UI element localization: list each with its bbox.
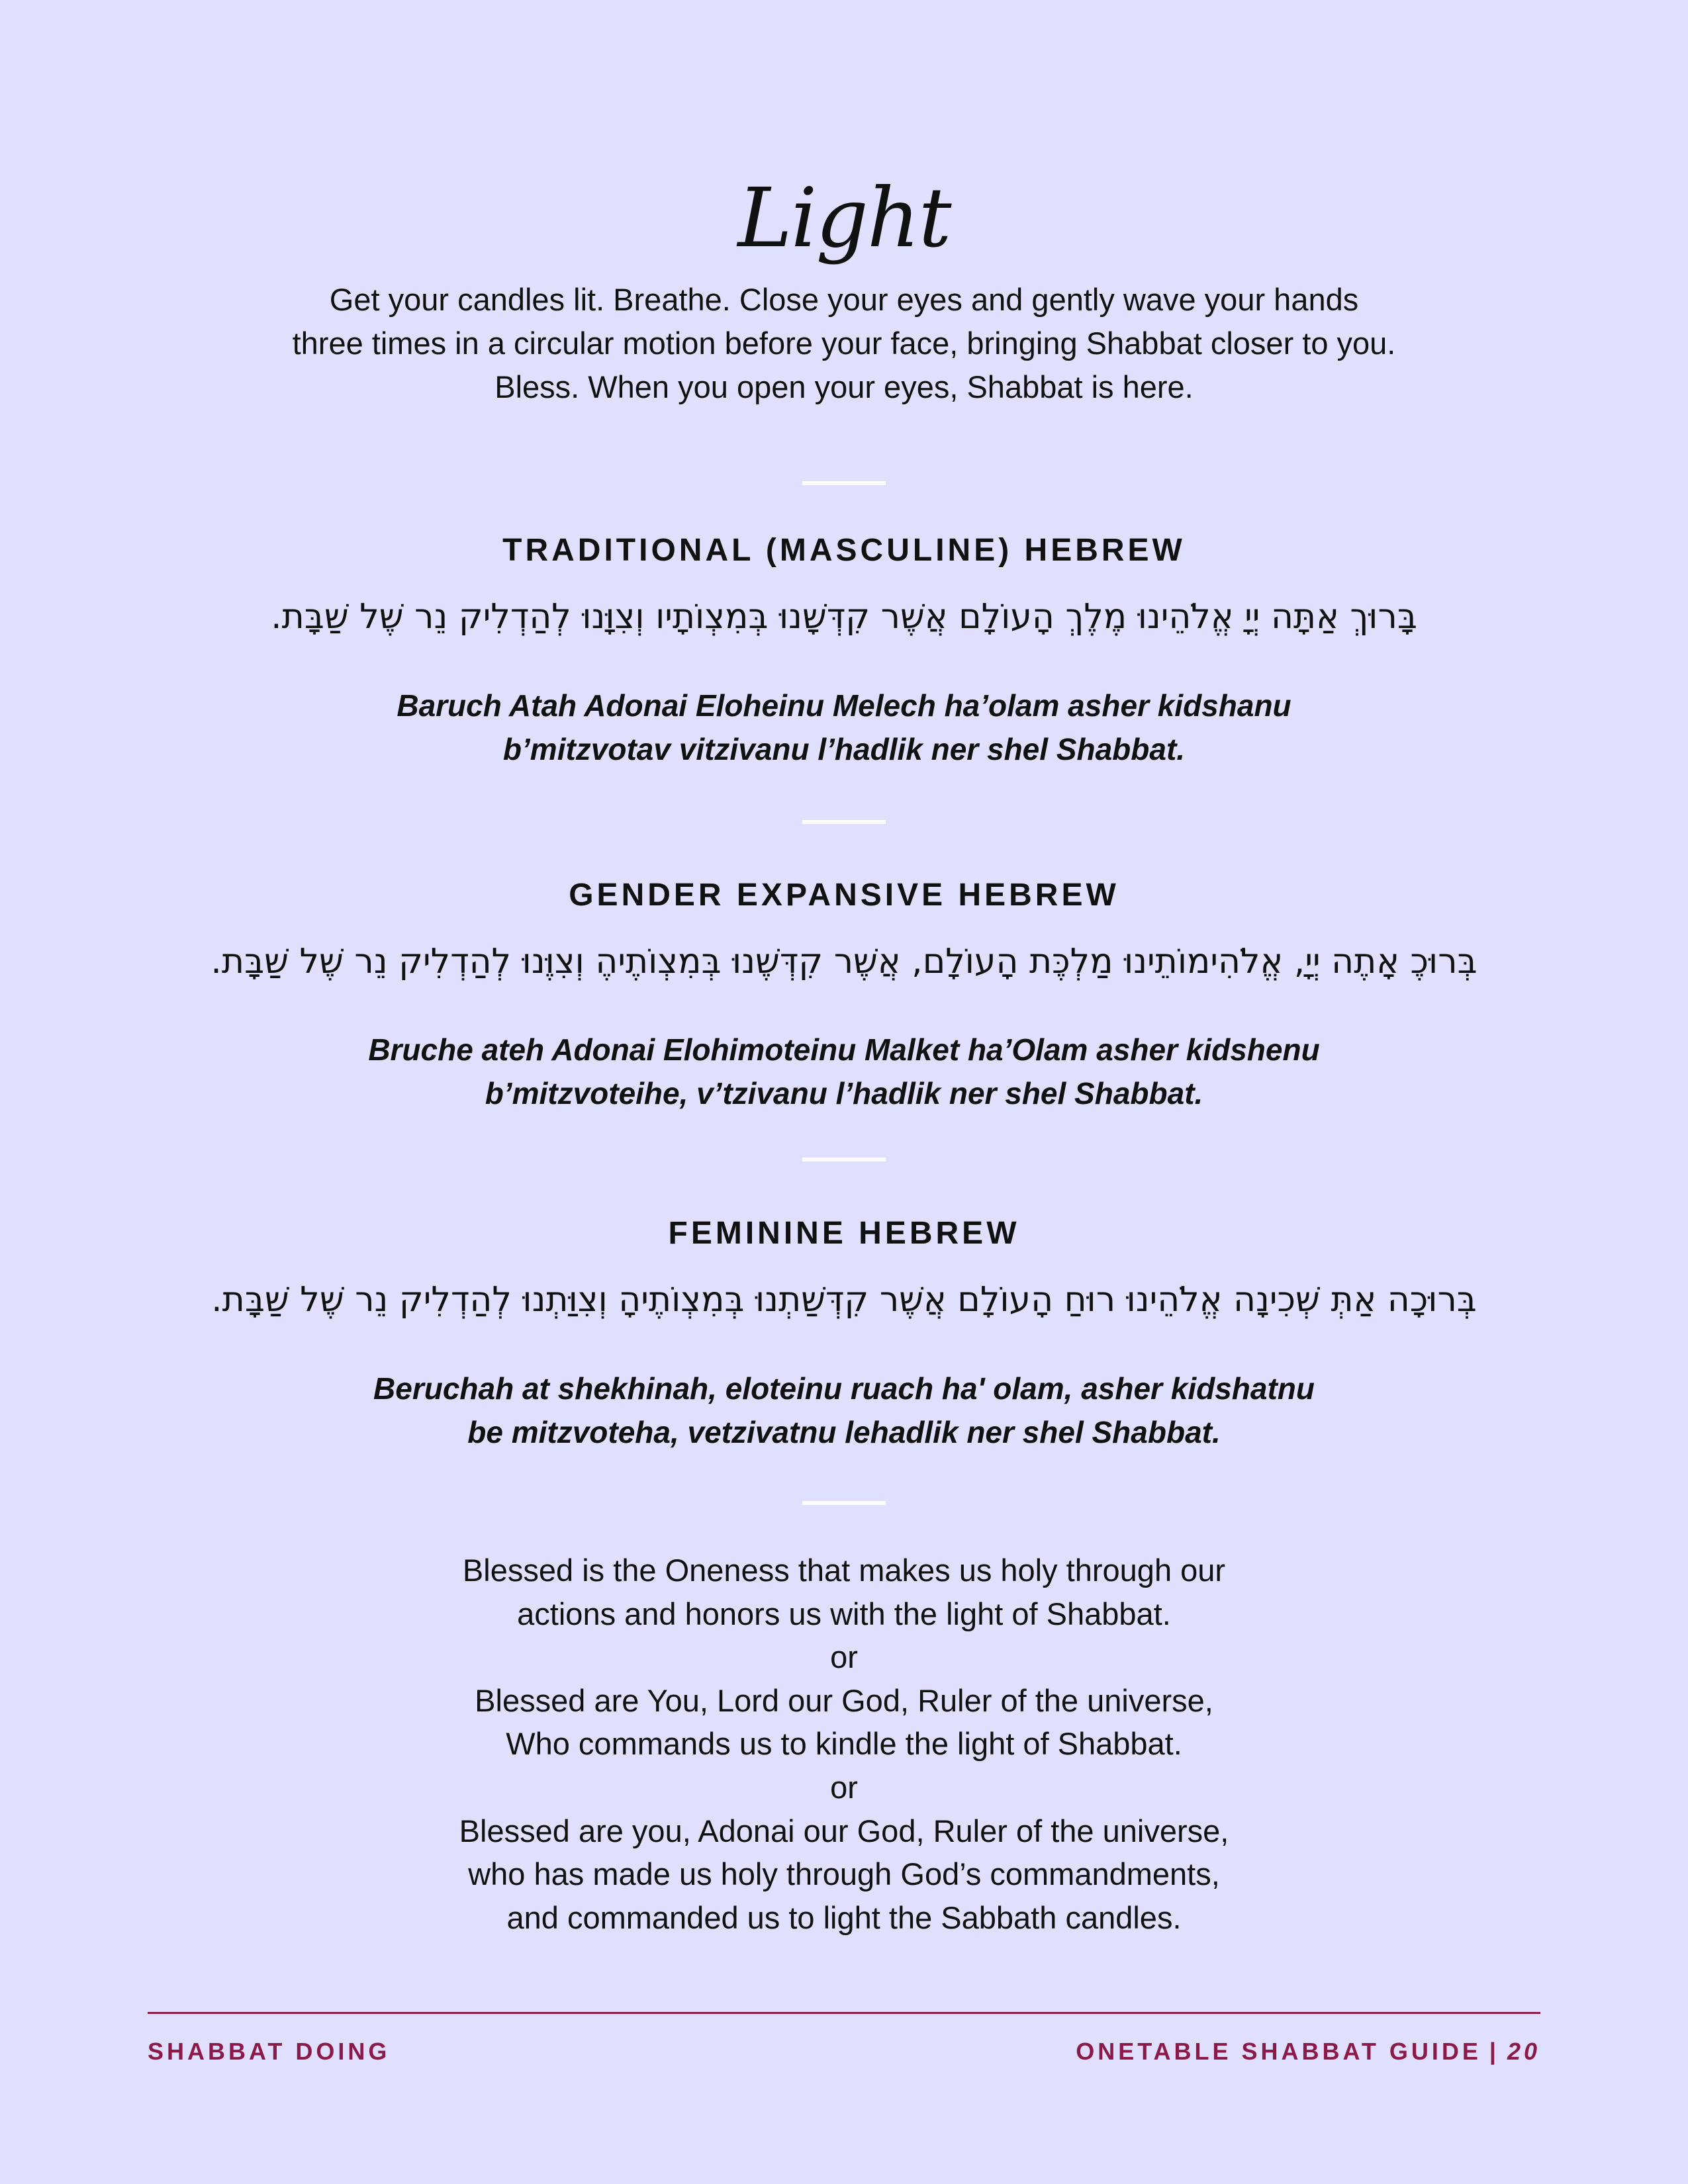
footer-guide-title: ONETABLE SHABBAT GUIDE [1076,2038,1481,2065]
divider [802,820,886,824]
transliteration-line: b’mitzvotav vitzivanu l’hadlik ner shel Shabbat. [502,732,1186,766]
hebrew-blessing-feminine: בְּרוּכָה אַתְּ שְׁכִינָה אֱלֹהֵינוּ רוּחַ הָעוֹלָם אֲשֶׁר קִדְּשַׁתְנוּ בְּמִצְוֹתֶיהָ וְצִוַּתְנוּ לְהַדְלִיק נֵר שֶׁל שַׁבָּת. [211,1280,1477,1320]
english-line: actions and honors us with the light of Shabbat. [517,1596,1171,1631]
hebrew-blessing-gender-expansive: בְּרוּכֶ אָתֶה יְיָ, אֱלֹהִימוֹתֵינוּ מַלְכֶּת הָעוֹלָם, אֲשֶׁר קִדְּשֶׁנוּ בְּמִצְוֹתֶיהֶ וְצִוֶּנוּ לְהַדְלִיק נֵר שֶׁל שַׁבָּת. [211,942,1477,981]
section-heading-gender-expansive: GENDER EXPANSIVE HEBREW [569,878,1119,913]
page-number: 20 [1507,2038,1540,2065]
divider [802,1158,886,1161]
page-title: Light [737,171,951,266]
transliteration-line: Beruchah at shekhinah, eloteinu ruach ha' olam, asher kidshatnu [373,1371,1315,1406]
or-separator: or [830,1769,858,1805]
intro-line: Get your candles lit. Breathe. Close your eyes and gently wave your hands [329,282,1359,317]
intro-text [215,278,1473,409]
transliteration-line: Baruch Atah Adonai Eloheinu Melech ha’olam asher kidshanu [397,688,1291,723]
english-line: Blessed are you, Adonai our God, Ruler of the universe, [459,1813,1229,1848]
english-line: who has made us holy through God’s commandments, [468,1856,1220,1892]
or-separator: or [830,1639,858,1675]
transliteration-line: Bruche ateh Adonai Elohimoteinu Malket ha’Olam asher kidshenu [368,1032,1320,1067]
hebrew-blessing-traditional: בָּרוּךְ אַתָּה יְיָ אֱלֹהֵינוּ מֶלֶךְ הָעוֹלָם אֲשֶׁר קִדְּשָׁנוּ בְּמִצְוֹתָיו וְצִוָּנוּ לְהַדְלִיק נֵר שֶׁל שַׁבָּת. [271,597,1417,637]
footer-guide-label [1076,2037,1540,2066]
english-line: and commanded us to light the Sabbath candles. [506,1899,1182,1935]
divider [802,481,886,485]
english-line: Who commands us to kindle the light of Shabbat. [506,1726,1182,1762]
footer-separator: | [1489,2038,1499,2065]
intro-line: Bless. When you open your eyes, Shabbat is here. [494,369,1194,404]
english-line: Blessed is the Oneness that makes us holy through our [462,1553,1226,1588]
section-heading-traditional: TRADITIONAL (MASCULINE) HEBREW [502,533,1186,568]
transliteration-traditional [248,684,1440,771]
english-translations [314,1549,1374,1939]
intro-line: three times in a circular motion before your face, bringing Shabbat closer to you. [292,326,1396,361]
transliteration-line: b’mitzvoteihe, v’tzivanu l’hadlik ner shel Shabbat. [485,1076,1203,1111]
section-heading-feminine: FEMININE HEBREW [668,1216,1020,1251]
divider [802,1501,886,1505]
transliteration-feminine [248,1367,1440,1454]
footer-rule [148,2012,1540,2014]
english-line: Blessed are You, Lord our God, Ruler of the universe, [475,1682,1213,1718]
transliteration-line: be mitzvoteha, vetzivatnu lehadlik ner shel Shabbat. [467,1415,1221,1449]
footer-section-label: SHABBAT DOING [148,2038,391,2065]
transliteration-gender-expansive [248,1028,1440,1115]
